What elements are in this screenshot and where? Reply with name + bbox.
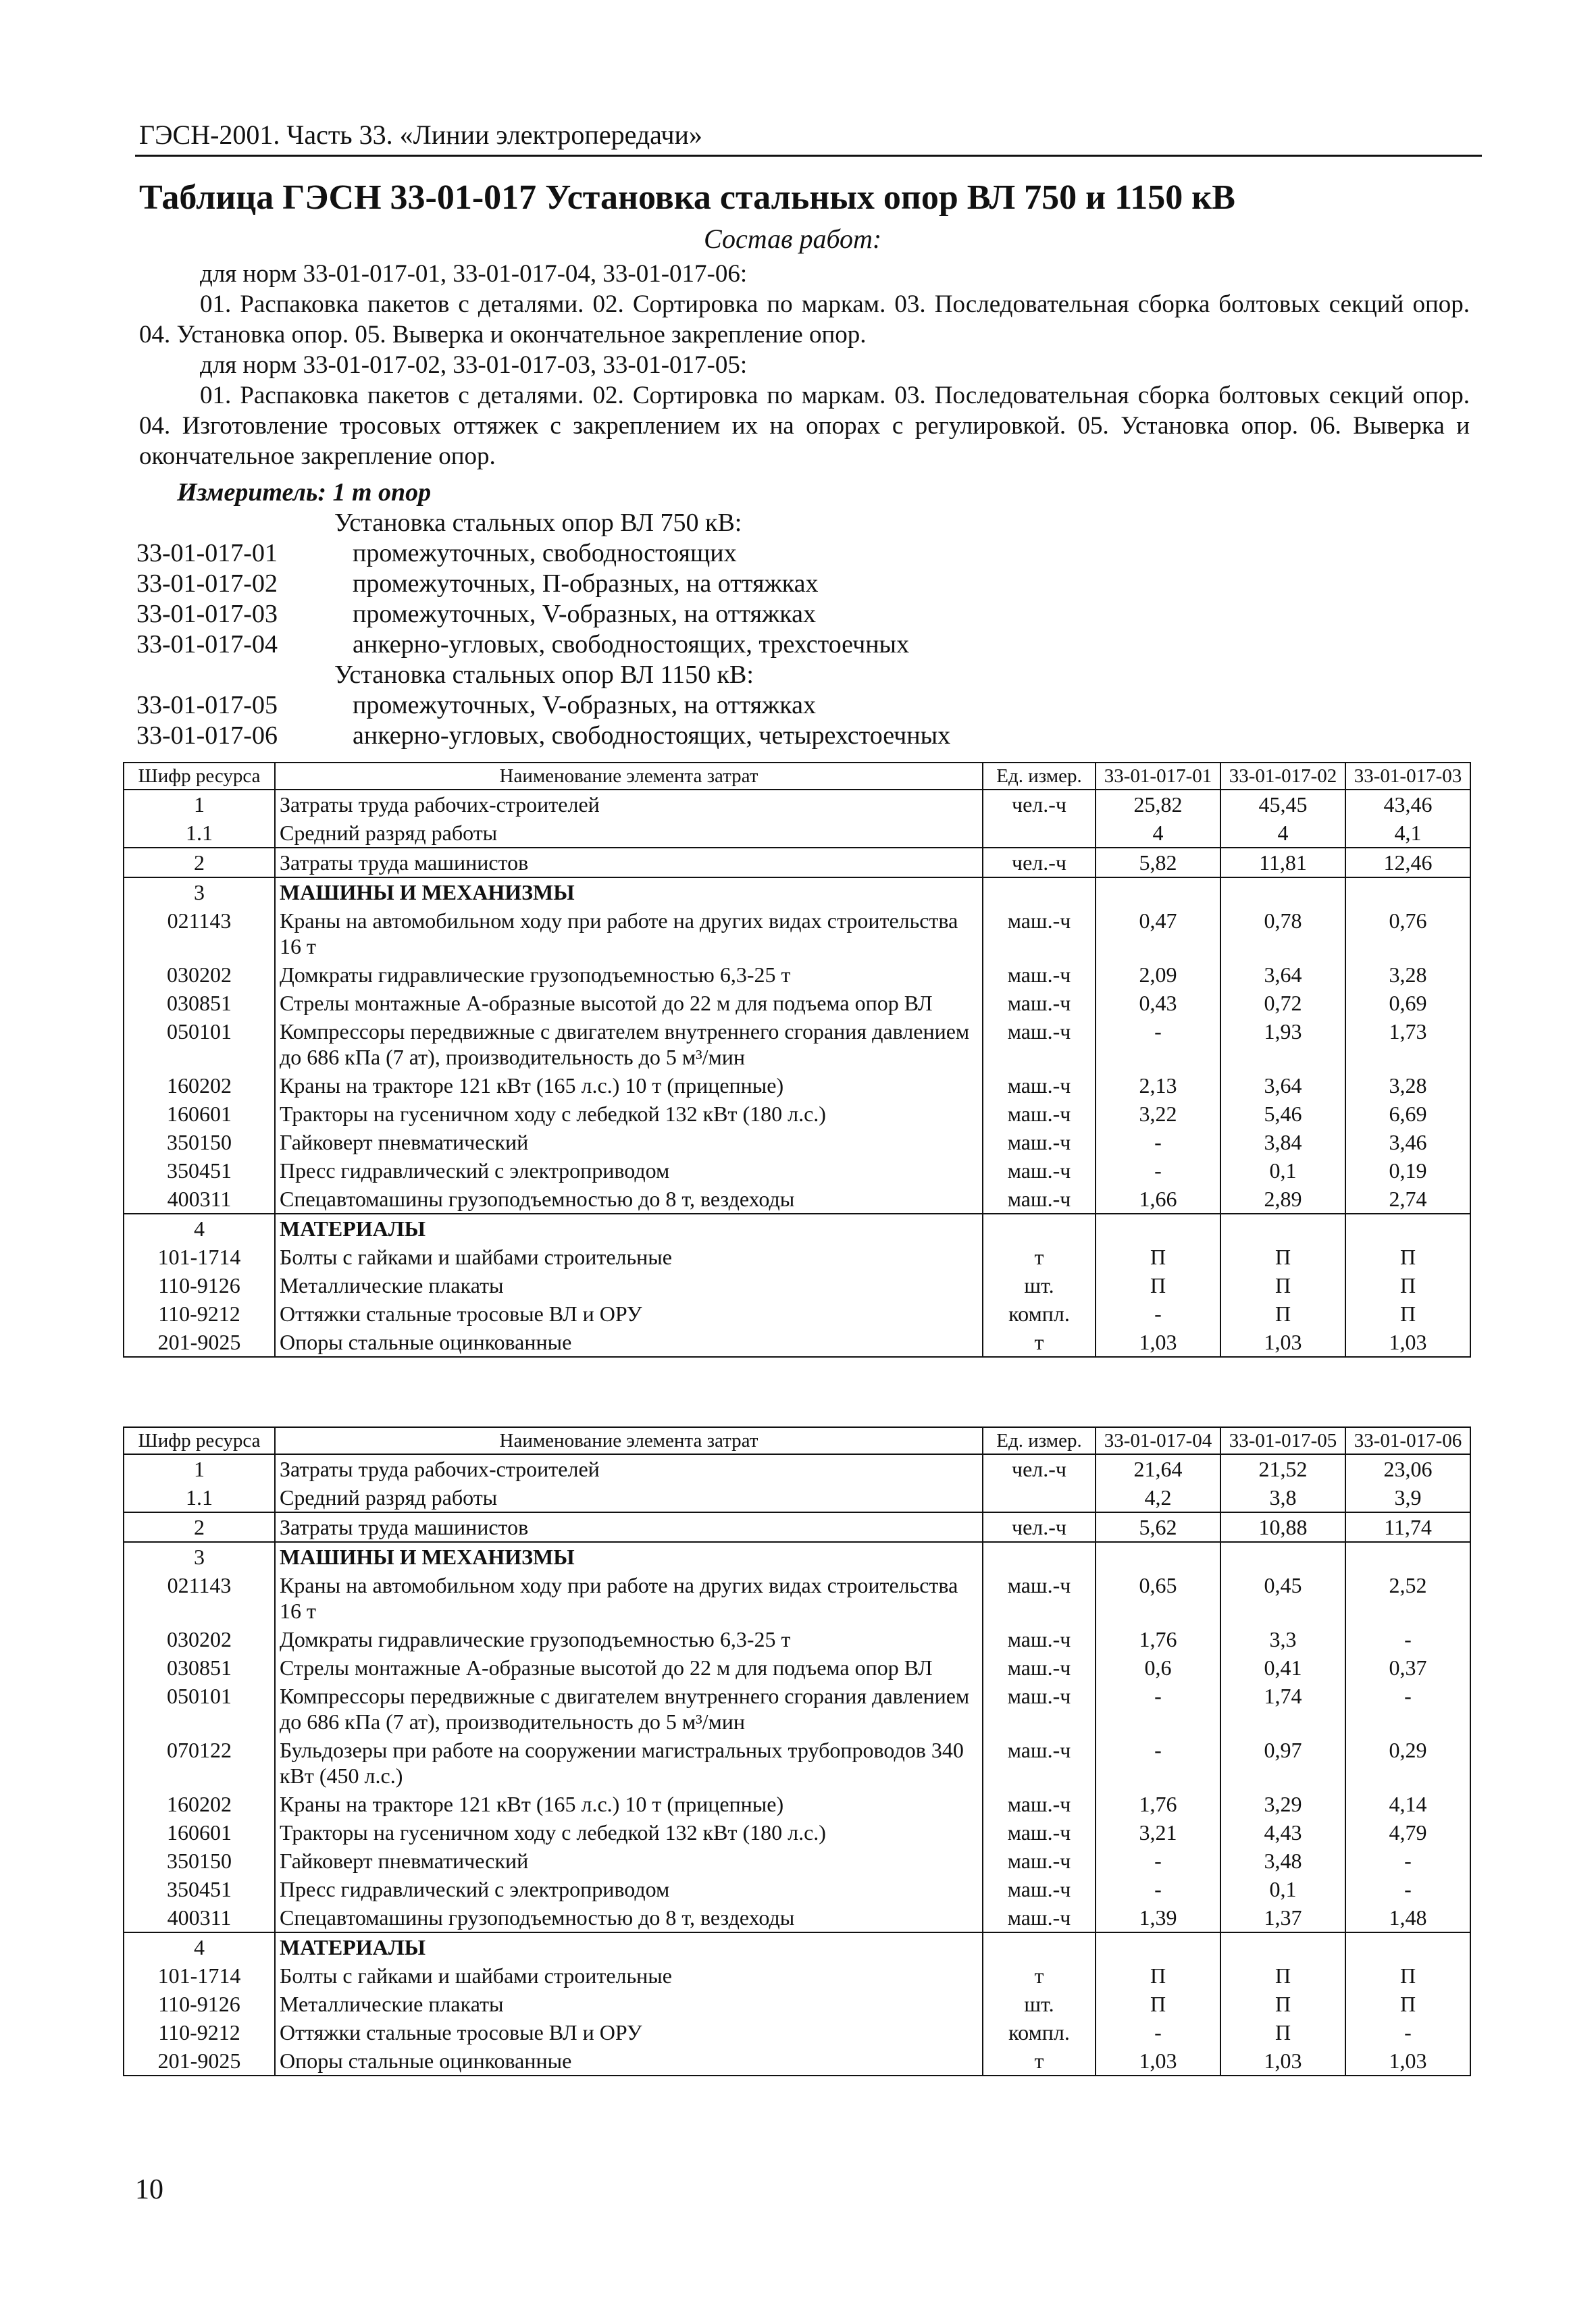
norm-value: 3,3 [1220, 1625, 1345, 1653]
table-row [124, 1875, 1470, 1903]
cost-element-name: Опоры стальные оцинкованные [275, 2047, 983, 2076]
resource-code: 350150 [124, 1128, 275, 1156]
unit-of-measure: маш.-ч [983, 1156, 1096, 1185]
norm-value: 0,65 [1096, 1571, 1220, 1625]
resource-code: 030851 [124, 989, 275, 1017]
norm-value [1096, 1542, 1220, 1571]
unit-of-measure: маш.-ч [983, 1071, 1096, 1100]
resource-code: 3 [124, 877, 275, 906]
resource-code: 030202 [124, 960, 275, 989]
norm-value: 4,2 [1096, 1483, 1220, 1512]
norms-group-b: для норм 33-01-017-02, 33-01-017-03, 33-01-017-05: [200, 351, 748, 379]
norm-name: промежуточных, свободностоящих [353, 539, 737, 567]
cost-element-name: МАШИНЫ И МЕХАНИЗМЫ [275, 1542, 983, 1571]
resource-code: 021143 [124, 1571, 275, 1625]
table-row [124, 989, 1470, 1017]
norm-value: 1,74 [1220, 1682, 1345, 1736]
cost-element-name: Затраты труда рабочих-строителей [275, 790, 983, 819]
norm-value: 25,82 [1096, 790, 1220, 819]
norm-value: - [1345, 1875, 1470, 1903]
norm-value [1220, 1214, 1345, 1243]
norm-value: 0,37 [1345, 1653, 1470, 1682]
norm-value: П [1096, 1990, 1220, 2018]
norm-value: 11,74 [1345, 1512, 1470, 1542]
norm-value: 3,29 [1220, 1790, 1345, 1818]
cost-element-name: Затраты труда рабочих-строителей [275, 1454, 983, 1483]
norm-value: 0,41 [1220, 1653, 1345, 1682]
norm-value: 3,8 [1220, 1483, 1345, 1512]
norm-value: 0,45 [1220, 1571, 1345, 1625]
unit-of-measure [983, 1542, 1096, 1571]
norm-value [1345, 877, 1470, 906]
unit-of-measure: компл. [983, 1300, 1096, 1328]
norm-value [1220, 877, 1345, 906]
norm-value [1345, 1932, 1470, 1961]
norm-value: 5,62 [1096, 1512, 1220, 1542]
resource-code: 110-9212 [124, 2018, 275, 2047]
cost-element-name: Тракторы на гусеничном ходу с лебедкой 132 кВт (180 л.с.) [275, 1818, 983, 1847]
section-row [124, 1542, 1470, 1571]
unit-of-measure: т [983, 2047, 1096, 2076]
resource-code: 160202 [124, 1071, 275, 1100]
norm-value: 0,97 [1220, 1736, 1345, 1790]
work-composition-label: Состав работ: [704, 224, 882, 254]
resource-code: 1.1 [124, 819, 275, 848]
norm-value: - [1345, 2018, 1470, 2047]
cost-element-name: Оттяжки стальные тросовые ВЛ и ОРУ [275, 1300, 983, 1328]
norm-value: 4 [1220, 819, 1345, 848]
table-row [124, 1512, 1470, 1542]
page-number: 10 [135, 2174, 163, 2205]
table-row [124, 848, 1470, 877]
col-header-unit: Ед. измер. [983, 763, 1096, 790]
norm-value: 2,89 [1220, 1185, 1345, 1214]
table-row [124, 1818, 1470, 1847]
table-row [124, 1100, 1470, 1128]
norm-value: 6,69 [1345, 1100, 1470, 1128]
norm-value: - [1345, 1847, 1470, 1875]
norm-value [1096, 1932, 1220, 1961]
cost-element-name: Гайковерт пневматический [275, 1128, 983, 1156]
norm-value: П [1220, 1243, 1345, 1271]
norm-value: 0,19 [1345, 1156, 1470, 1185]
resource-code: 201-9025 [124, 2047, 275, 2076]
unit-of-measure: маш.-ч [983, 1790, 1096, 1818]
norm-value: 1,76 [1096, 1790, 1220, 1818]
norm-value: 0,6 [1096, 1653, 1220, 1682]
unit-of-measure: маш.-ч [983, 1017, 1096, 1071]
norm-name: промежуточных, V-образных, на оттяжках [353, 691, 816, 719]
table-row [124, 2047, 1470, 2076]
resource-code: 350150 [124, 1847, 275, 1875]
resource-code: 101-1714 [124, 1961, 275, 1990]
norm-value: П [1220, 1271, 1345, 1300]
cost-element-name: Краны на тракторе 121 кВт (165 л.с.) 10 т (прицепные) [275, 1071, 983, 1100]
col-header-norm: 33-01-017-03 [1345, 763, 1470, 790]
unit-of-measure: маш.-ч [983, 906, 1096, 960]
cost-element-name: Краны на тракторе 121 кВт (165 л.с.) 10 т (прицепные) [275, 1790, 983, 1818]
table-row [124, 1017, 1470, 1071]
measure-unit: Измеритель: 1 т опор [177, 478, 432, 507]
norm-value: - [1345, 1625, 1470, 1653]
table-row [124, 1185, 1470, 1214]
unit-of-measure: маш.-ч [983, 1100, 1096, 1128]
resource-code: 1.1 [124, 1483, 275, 1512]
unit-of-measure: чел.-ч [983, 1454, 1096, 1483]
norm-value: 1,73 [1345, 1017, 1470, 1071]
unit-of-measure: маш.-ч [983, 1736, 1096, 1790]
table-row [124, 1071, 1470, 1100]
norm-code: 33-01-017-04 [136, 630, 278, 659]
resource-code: 1 [124, 1454, 275, 1483]
cost-element-name: Болты с гайками и шайбами строительные [275, 1243, 983, 1271]
resource-code: 050101 [124, 1682, 275, 1736]
norm-value: П [1345, 1961, 1470, 1990]
norm-value: 0,43 [1096, 989, 1220, 1017]
norm-value: 0,1 [1220, 1156, 1345, 1185]
norm-name: промежуточных, П-образных, на оттяжках [353, 569, 819, 598]
table-row [124, 1682, 1470, 1736]
work-paragraph-b: 01. Распаковка пакетов с деталями. 02. Сортировка по маркам. 03. Последовательная сборка болтовых секций опор. 04. Изготовление тросовых оттяжек с закреплением их на опорах с регулировкой. 05. Установка опор. 06. Выверка и окончательное закрепление опор. [139, 382, 1470, 470]
norm-value: 45,45 [1220, 790, 1345, 819]
norm-code: 33-01-017-03 [136, 600, 278, 628]
unit-of-measure: маш.-ч [983, 1185, 1096, 1214]
cost-element-name: МАТЕРИАЛЫ [275, 1214, 983, 1243]
section-row [124, 877, 1470, 906]
norm-value: 5,46 [1220, 1100, 1345, 1128]
col-header-norm: 33-01-017-06 [1345, 1427, 1470, 1454]
norm-value: 1,03 [1096, 1328, 1220, 1357]
cost-element-name: Гайковерт пневматический [275, 1847, 983, 1875]
norm-name: анкерно-угловых, свободностоящих, трехстоечных [353, 630, 910, 659]
norm-value: 3,64 [1220, 1071, 1345, 1100]
norm-value: П [1220, 1990, 1345, 2018]
resource-table-2 [123, 1426, 1471, 2076]
resource-code: 160601 [124, 1818, 275, 1847]
norm-value: 3,84 [1220, 1128, 1345, 1156]
table-row [124, 906, 1470, 960]
cost-element-name: Стрелы монтажные А-образные высотой до 22 м для подъема опор ВЛ [275, 989, 983, 1017]
norm-value: П [1345, 1990, 1470, 2018]
cost-element-name: Пресс гидравлический с электроприводом [275, 1875, 983, 1903]
norm-value: 3,21 [1096, 1818, 1220, 1847]
norm-value: 4,79 [1345, 1818, 1470, 1847]
resource-code: 101-1714 [124, 1243, 275, 1271]
cost-element-name: Опоры стальные оцинкованные [275, 1328, 983, 1357]
cost-element-name: Затраты труда машинистов [275, 1512, 983, 1542]
norm-value: 2,52 [1345, 1571, 1470, 1625]
norm-value: П [1096, 1961, 1220, 1990]
table-row [124, 2018, 1470, 2047]
cost-element-name: Компрессоры передвижные с двигателем внутреннего сгорания давлением до 686 кПа (7 ат), производительность до 5 м³/мин [275, 1017, 983, 1071]
table-row [124, 790, 1470, 819]
norm-value: 0,78 [1220, 906, 1345, 960]
section-row [124, 1214, 1470, 1243]
norm-value: П [1220, 2018, 1345, 2047]
table-row [124, 1454, 1470, 1483]
norm-value: 21,52 [1220, 1454, 1345, 1483]
norm-value: 21,64 [1096, 1454, 1220, 1483]
norm-value: 3,48 [1220, 1847, 1345, 1875]
resource-code: 070122 [124, 1736, 275, 1790]
norm-value: 4,43 [1220, 1818, 1345, 1847]
norm-value: П [1220, 1300, 1345, 1328]
norm-value: 1,39 [1096, 1903, 1220, 1932]
unit-of-measure: маш.-ч [983, 1818, 1096, 1847]
cost-element-name: Пресс гидравлический с электроприводом [275, 1156, 983, 1185]
norm-value: - [1345, 1682, 1470, 1736]
table-row [124, 1300, 1470, 1328]
table-row [124, 1990, 1470, 2018]
norm-value [1220, 1932, 1345, 1961]
unit-of-measure: т [983, 1961, 1096, 1990]
norm-code: 33-01-017-05 [136, 691, 278, 719]
norm-name: анкерно-угловых, свободностоящих, четырехстоечных [353, 721, 951, 750]
norm-value: - [1096, 2018, 1220, 2047]
norm-value: 4,14 [1345, 1790, 1470, 1818]
norm-value: П [1220, 1961, 1345, 1990]
norm-value: 5,82 [1096, 848, 1220, 877]
table-row [124, 1736, 1470, 1790]
unit-of-measure: шт. [983, 1271, 1096, 1300]
resource-code: 050101 [124, 1017, 275, 1071]
resource-code: 350451 [124, 1156, 275, 1185]
unit-of-measure: маш.-ч [983, 1875, 1096, 1903]
resource-code: 160202 [124, 1790, 275, 1818]
norm-value: 1,66 [1096, 1185, 1220, 1214]
table-row [124, 1271, 1470, 1300]
norm-code: 33-01-017-01 [136, 539, 278, 567]
table-row [124, 1961, 1470, 1990]
unit-of-measure [983, 1483, 1096, 1512]
resource-code: 110-9126 [124, 1271, 275, 1300]
norms-group-a: для норм 33-01-017-01, 33-01-017-04, 33-01-017-06: [200, 260, 748, 288]
norm-value: - [1096, 1156, 1220, 1185]
cost-element-name: Болты с гайками и шайбами строительные [275, 1961, 983, 1990]
unit-of-measure: т [983, 1243, 1096, 1271]
unit-of-measure: маш.-ч [983, 1682, 1096, 1736]
resource-code: 201-9025 [124, 1328, 275, 1357]
cost-element-name: Затраты труда машинистов [275, 848, 983, 877]
norm-value: 1,37 [1220, 1903, 1345, 1932]
norm-value: 1,48 [1345, 1903, 1470, 1932]
norm-value: 4 [1096, 819, 1220, 848]
norm-value: 1,03 [1220, 2047, 1345, 2076]
cost-element-name: Металлические плакаты [275, 1990, 983, 2018]
resource-code: 400311 [124, 1185, 275, 1214]
norm-value: П [1345, 1271, 1470, 1300]
category-750: Установка стальных опор ВЛ 750 кВ: [334, 509, 742, 537]
norm-value: П [1096, 1243, 1220, 1271]
resource-code: 110-9126 [124, 1990, 275, 2018]
norm-value: 0,29 [1345, 1736, 1470, 1790]
norm-value: П [1345, 1243, 1470, 1271]
resource-code: 4 [124, 1932, 275, 1961]
norm-value: 0,72 [1220, 989, 1345, 1017]
norm-value: - [1096, 1736, 1220, 1790]
resource-code: 4 [124, 1214, 275, 1243]
norm-value: - [1096, 1300, 1220, 1328]
resource-code: 110-9212 [124, 1300, 275, 1328]
norm-code: 33-01-017-02 [136, 569, 278, 598]
cost-element-name: МАШИНЫ И МЕХАНИЗМЫ [275, 877, 983, 906]
resource-code: 2 [124, 848, 275, 877]
norm-name: промежуточных, V-образных, на оттяжках [353, 600, 816, 628]
norm-value: 12,46 [1345, 848, 1470, 877]
norm-value: - [1096, 1847, 1220, 1875]
norm-value: 0,47 [1096, 906, 1220, 960]
cost-element-name: Средний разряд работы [275, 1483, 983, 1512]
table-row [124, 1847, 1470, 1875]
cost-element-name: Стрелы монтажные А-образные высотой до 22 м для подъема опор ВЛ [275, 1653, 983, 1682]
unit-of-measure [983, 819, 1096, 848]
norm-value: 1,03 [1345, 2047, 1470, 2076]
header-rule [135, 155, 1482, 157]
norm-value: 11,81 [1220, 848, 1345, 877]
norm-value: - [1096, 1128, 1220, 1156]
work-paragraph-a: 01. Распаковка пакетов с деталями. 02. Сортировка по маркам. 03. Последовательная сборка болтовых секций опор. 04. Установка опор. 05. Выверка и окончательное закрепление опор. [139, 290, 1470, 349]
resource-code: 030851 [124, 1653, 275, 1682]
unit-of-measure: чел.-ч [983, 790, 1096, 819]
col-header-unit: Ед. измер. [983, 1427, 1096, 1454]
norm-value [1345, 1214, 1470, 1243]
cost-element-name: Спецавтомашины грузоподъемностью до 8 т, вездеходы [275, 1185, 983, 1214]
unit-of-measure: маш.-ч [983, 1653, 1096, 1682]
col-header-norm: 33-01-017-05 [1220, 1427, 1345, 1454]
table-row [124, 1156, 1470, 1185]
unit-of-measure: маш.-ч [983, 1625, 1096, 1653]
norm-value [1096, 877, 1220, 906]
unit-of-measure [983, 1932, 1096, 1961]
table-row [124, 1790, 1470, 1818]
cost-element-name: Металлические плакаты [275, 1271, 983, 1300]
norm-value: 0,76 [1345, 906, 1470, 960]
col-header-name: Наименование элемента затрат [275, 1427, 983, 1454]
table-row [124, 1483, 1470, 1512]
cost-element-name: Средний разряд работы [275, 819, 983, 848]
norm-value: П [1096, 1271, 1220, 1300]
unit-of-measure: маш.-ч [983, 1571, 1096, 1625]
section-row [124, 1932, 1470, 1961]
cost-element-name: Тракторы на гусеничном ходу с лебедкой 132 кВт (180 л.с.) [275, 1100, 983, 1128]
cost-element-name: Краны на автомобильном ходу при работе на других видах строительства 16 т [275, 1571, 983, 1625]
norm-value: 2,09 [1096, 960, 1220, 989]
norm-value: 1,03 [1345, 1328, 1470, 1357]
unit-of-measure: компл. [983, 2018, 1096, 2047]
norm-value: 3,46 [1345, 1128, 1470, 1156]
norm-value: 1,93 [1220, 1017, 1345, 1071]
resource-code: 400311 [124, 1903, 275, 1932]
resource-table-1 [123, 762, 1471, 1358]
norm-value: 2,74 [1345, 1185, 1470, 1214]
unit-of-measure: чел.-ч [983, 1512, 1096, 1542]
unit-of-measure: чел.-ч [983, 848, 1096, 877]
cost-element-name: Краны на автомобильном ходу при работе на других видах строительства 16 т [275, 906, 983, 960]
norm-value: 4,1 [1345, 819, 1470, 848]
norm-value [1345, 1542, 1470, 1571]
norm-value: 10,88 [1220, 1512, 1345, 1542]
norm-value: 3,22 [1096, 1100, 1220, 1128]
resource-code: 160601 [124, 1100, 275, 1128]
table-row [124, 819, 1470, 848]
resource-code: 2 [124, 1512, 275, 1542]
cost-element-name: Компрессоры передвижные с двигателем внутреннего сгорания давлением до 686 кПа (7 ат), производительность до 5 м³/мин [275, 1682, 983, 1736]
category-1150: Установка стальных опор ВЛ 1150 кВ: [334, 661, 754, 689]
norm-value: 3,28 [1345, 1071, 1470, 1100]
norm-value: 1,03 [1220, 1328, 1345, 1357]
unit-of-measure: маш.-ч [983, 989, 1096, 1017]
cost-element-name: Бульдозеры при работе на сооружении магистральных трубопроводов 340 кВт (450 л.с.) [275, 1736, 983, 1790]
norm-value: 1,03 [1096, 2047, 1220, 2076]
resource-code: 1 [124, 790, 275, 819]
table-row [124, 1571, 1470, 1625]
norm-value: - [1096, 1682, 1220, 1736]
norm-code: 33-01-017-06 [136, 721, 278, 750]
table-row [124, 1128, 1470, 1156]
resource-code: 030202 [124, 1625, 275, 1653]
resource-code: 350451 [124, 1875, 275, 1903]
col-header-norm: 33-01-017-01 [1096, 763, 1220, 790]
cost-element-name: Оттяжки стальные тросовые ВЛ и ОРУ [275, 2018, 983, 2047]
cost-element-name: МАТЕРИАЛЫ [275, 1932, 983, 1961]
table-row [124, 1653, 1470, 1682]
col-header-norm: 33-01-017-02 [1220, 763, 1345, 790]
table-title: Таблица ГЭСН 33-01-017 Установка стальных опор ВЛ 750 и 1150 кВ [139, 178, 1235, 217]
norm-value: 23,06 [1345, 1454, 1470, 1483]
col-header-code: Шифр ресурса [124, 1427, 275, 1454]
norm-value: - [1096, 1017, 1220, 1071]
table-row [124, 960, 1470, 989]
resource-code: 3 [124, 1542, 275, 1571]
table-row [124, 1903, 1470, 1932]
norm-value: - [1096, 1875, 1220, 1903]
unit-of-measure: маш.-ч [983, 1847, 1096, 1875]
norm-value: 3,9 [1345, 1483, 1470, 1512]
running-header: ГЭСН-2001. Часть 33. «Линии электропередачи» [139, 120, 702, 150]
norm-value: 3,28 [1345, 960, 1470, 989]
norm-value: 0,69 [1345, 989, 1470, 1017]
cost-element-name: Домкраты гидравлические грузоподъемностью 6,3-25 т [275, 960, 983, 989]
norm-value: 1,76 [1096, 1625, 1220, 1653]
norm-value: 0,1 [1220, 1875, 1345, 1903]
norm-value: 2,13 [1096, 1071, 1220, 1100]
unit-of-measure: шт. [983, 1990, 1096, 2018]
col-header-name: Наименование элемента затрат [275, 763, 983, 790]
unit-of-measure: т [983, 1328, 1096, 1357]
cost-element-name: Домкраты гидравлические грузоподъемностью 6,3-25 т [275, 1625, 983, 1653]
table-row [124, 1328, 1470, 1357]
unit-of-measure: маш.-ч [983, 1128, 1096, 1156]
norm-value: 43,46 [1345, 790, 1470, 819]
unit-of-measure: маш.-ч [983, 960, 1096, 989]
col-header-norm: 33-01-017-04 [1096, 1427, 1220, 1454]
norm-value: П [1345, 1300, 1470, 1328]
table-row [124, 1625, 1470, 1653]
col-header-code: Шифр ресурса [124, 763, 275, 790]
table-row [124, 1243, 1470, 1271]
norm-value [1220, 1542, 1345, 1571]
unit-of-measure [983, 877, 1096, 906]
unit-of-measure: маш.-ч [983, 1903, 1096, 1932]
norm-value: 3,64 [1220, 960, 1345, 989]
norm-value [1096, 1214, 1220, 1243]
resource-code: 021143 [124, 906, 275, 960]
cost-element-name: Спецавтомашины грузоподъемностью до 8 т, вездеходы [275, 1903, 983, 1932]
unit-of-measure [983, 1214, 1096, 1243]
